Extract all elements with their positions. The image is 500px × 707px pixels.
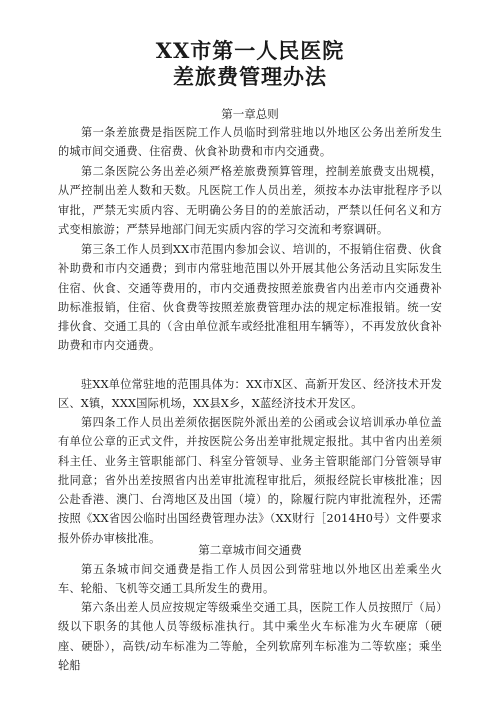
document-title-line2: 差旅费管理办法 <box>173 64 327 89</box>
paragraph: 第五条城市间交通费是指工作人员因公到常驻地以外地区出差乘坐火车、轮船、飞机等交通工具所发生的费用。 <box>58 563 442 596</box>
chapter-heading: 第一章总则 <box>221 107 279 121</box>
paragraph: 第四条工作人员出差须依据医院外派出差的公函或会议培训承办单位盖有单位公章的正式文件，并按医院公务出差审批规定报批。其中省内出差须科主任、业务主管职能部门、科室分管领导、业务主管职能部门分管领导审批同意；省外出差按照省内出差审批流程审批后，须报经院长审核批准；因公赴香港、澳门、台湾地区及出国（境）的，除履行院内审批流程外，还需按照《XX省因公临时出国经费管理办法》（XX财行［2014H0号）文件要求报外侨办审核批准。 <box>58 416 442 545</box>
document-title-line1: XX市第一人民医院 <box>155 38 345 63</box>
paragraph: 第二条医院公务出差必须严格差旅费预算管理，控制差旅费支出规模，从严控制出差人数和天数。凡医院工作人员出差，须按本办法审批程序予以审批，严禁无实质内容、无明确公务目的的差旅活动，严禁以任何名义和方式变相旅游；严禁异地部门间无实质内容的学习交流和考察调研。 <box>58 165 442 236</box>
chapter-heading: 第二章城市间交通费 <box>198 543 302 557</box>
paragraph: 第六条出差人员应按规定等级乘坐交通工具，医院工作人员按照厅（局）级以下职务的其他人员等级标准执行。其中乘坐火车标准为火车硬席（硬座、硬卧），高铁/动车标准为二等舱，全列软席列车标准为二等软座；乘坐轮船 <box>58 601 442 672</box>
paragraph: 第一条差旅费是指医院工作人员临时到常驻地以外地区公务出差所发生的城市间交通费、住宿费、伙食补助费和市内交通费。 <box>58 126 442 159</box>
paragraph: 第三条工作人员到XX市范围内参加会议、培训的，不报销住宿费、伙食补助费和市内交通费；到市内常驻地范围以外开展其他公务活动且实际发生住宿、伙食、交通等费用的，市内交通费按照差旅费省内出差市内交通费补助标准报销，住宿、伙食费等按照差旅费管理办法的规定标准报销。统一安排伙食、交通工具的（含由单位派车或经批准租用车辆等），不再发放伙食补助费和市内交通费。 <box>58 243 442 353</box>
paragraph: 驻XX单位常驻地的范围具体为：XX市X区、高新开发区、经济技术开发区、X镇，XXX国际机场，XX县X乡，X蓝经济技术开发区。 <box>58 378 442 411</box>
